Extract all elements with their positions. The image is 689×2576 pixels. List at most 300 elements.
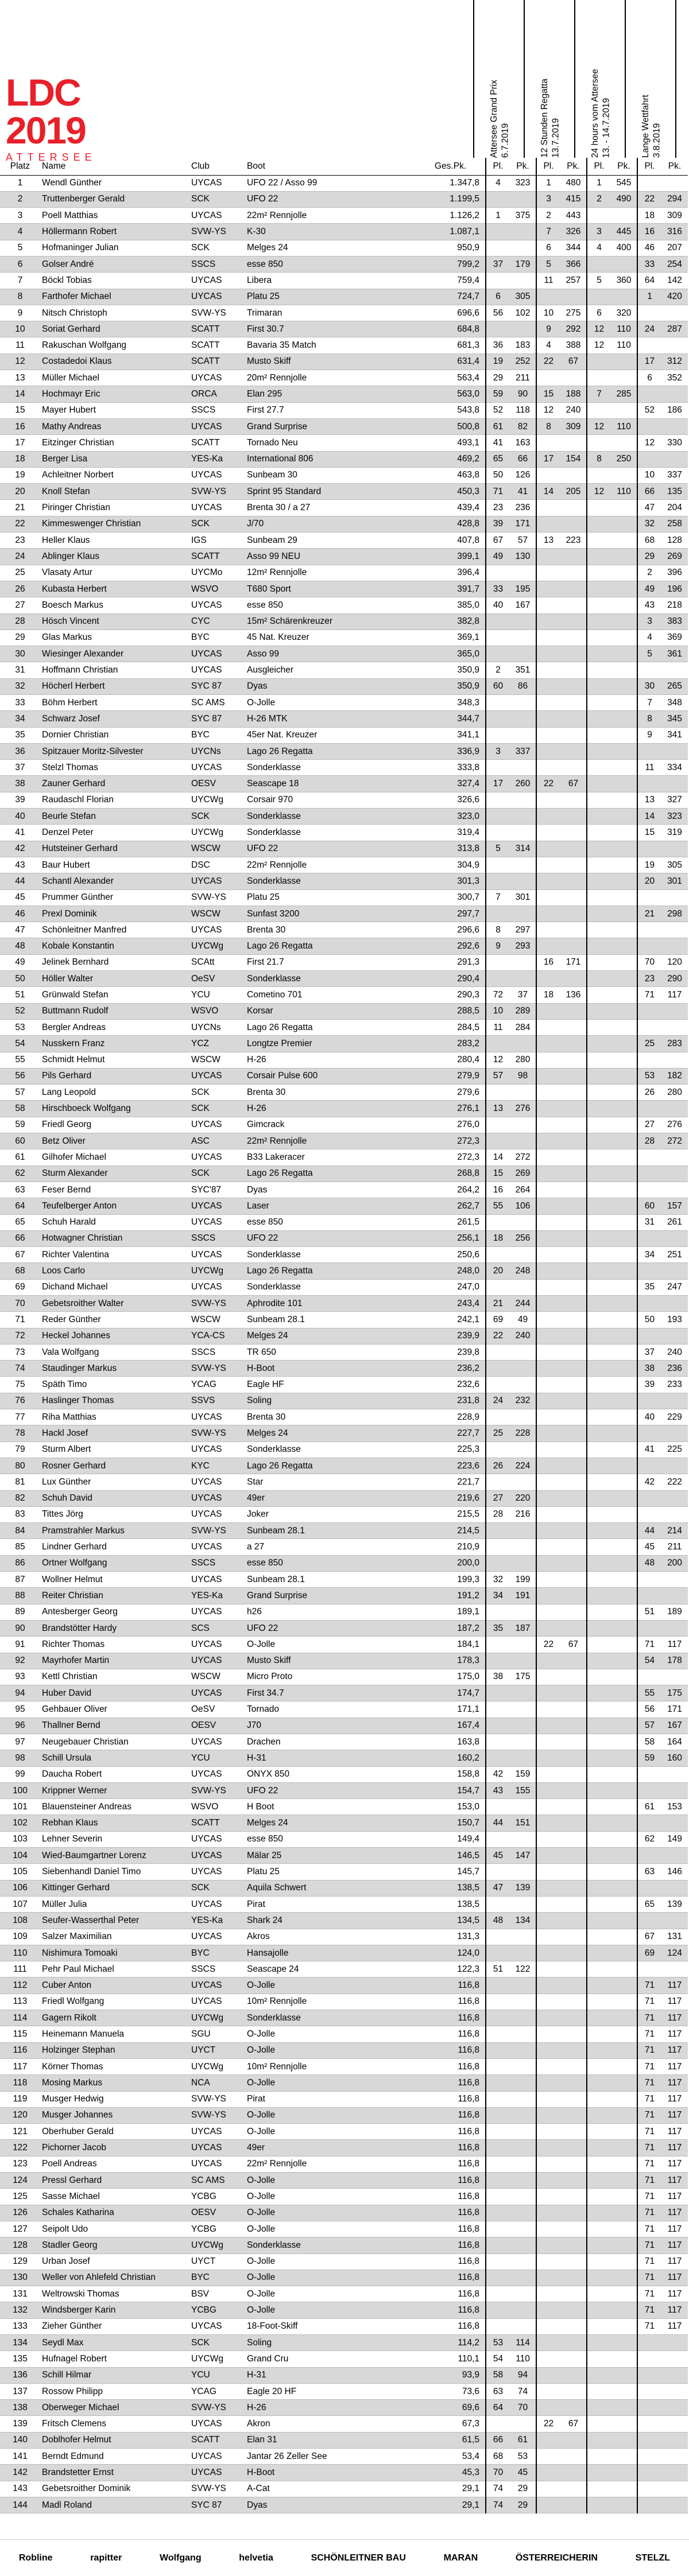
- cell-pl: [637, 1880, 661, 1896]
- cell-gespk: 110,1: [433, 2351, 486, 2367]
- cell-pk: [611, 1361, 637, 1377]
- cell-pl: [486, 1279, 510, 1295]
- cell-pk: 396: [661, 565, 688, 581]
- cell-pl: [536, 435, 560, 451]
- cell-pk: [510, 565, 536, 581]
- cell-pk: [560, 938, 587, 954]
- cell-name: Müller Michael: [40, 370, 189, 386]
- cell-pl: 42: [486, 1766, 510, 1782]
- cell-pk: [611, 516, 637, 532]
- table-row: [0, 386, 688, 402]
- cell-pl: 58: [637, 1734, 661, 1750]
- cell-boot: O-Jolle: [245, 2205, 433, 2221]
- cell-pl: [486, 2058, 510, 2074]
- cell-gespk: 382,8: [433, 613, 486, 630]
- cell-gespk: 391,7: [433, 581, 486, 597]
- cell-boot: Libera: [245, 273, 433, 289]
- cell-pl: 71: [637, 1637, 661, 1653]
- cell-boot: Soling: [245, 2334, 433, 2350]
- cell-club: BSV: [189, 2286, 245, 2302]
- cell-platz: 31: [0, 662, 40, 678]
- cell-gespk: 1.126,2: [433, 208, 486, 224]
- cell-pl: [587, 1490, 611, 1506]
- cell-club: UYCAS: [189, 273, 245, 289]
- cell-pl: [536, 2221, 560, 2237]
- cell-boot: UFO 22 / Asso 99: [245, 175, 433, 191]
- cell-platz: 19: [0, 467, 40, 483]
- cell-pl: 13: [637, 792, 661, 808]
- cell-platz: 4: [0, 224, 40, 240]
- cell-club: UYCAS: [189, 1896, 245, 1912]
- cell-pl: [486, 1523, 510, 1539]
- table-row: [0, 2432, 688, 2448]
- cell-pk: [661, 1425, 688, 1442]
- cell-pk: [611, 289, 637, 305]
- cell-pk: 117: [661, 2221, 688, 2237]
- cell-pl: [536, 1019, 560, 1035]
- cell-pk: 316: [661, 224, 688, 240]
- cell-pk: [510, 1929, 536, 1945]
- cell-pk: [611, 1133, 637, 1149]
- cell-pk: [560, 1734, 587, 1750]
- cell-pk: [560, 1328, 587, 1344]
- cell-pk: [611, 1831, 637, 1847]
- cell-pl: [587, 1718, 611, 1734]
- cell-pl: [587, 1019, 611, 1035]
- cell-pk: [510, 224, 536, 240]
- cell-pk: [611, 1653, 637, 1669]
- table-row: [0, 646, 688, 662]
- table-row: [0, 2075, 688, 2091]
- cell-name: Sturm Albert: [40, 1442, 189, 1458]
- cell-boot: Sonderklasse: [245, 1279, 433, 1295]
- cell-pl: [587, 1977, 611, 1994]
- cell-boot: Soling: [245, 1393, 433, 1409]
- table-row: [0, 760, 688, 776]
- cell-club: SCK: [189, 516, 245, 532]
- cell-platz: 126: [0, 2205, 40, 2221]
- cell-pl: [587, 1458, 611, 1474]
- cell-pk: 225: [661, 1442, 688, 1458]
- cell-pk: [661, 175, 688, 191]
- cell-pk: [611, 1425, 637, 1442]
- cell-club: UYCWg: [189, 825, 245, 841]
- cell-platz: 43: [0, 857, 40, 873]
- table-row: [0, 1198, 688, 1214]
- cell-pl: 70: [637, 954, 661, 970]
- cell-boot: Eagle HF: [245, 1377, 433, 1393]
- cell-pl: 8: [536, 418, 560, 434]
- cell-pl: 47: [637, 500, 661, 516]
- cell-pk: 136: [560, 987, 587, 1003]
- cell-pk: [510, 2173, 536, 2189]
- cell-club: SVW-YS: [189, 2481, 245, 2497]
- cell-pl: 50: [637, 1312, 661, 1328]
- cell-pk: 240: [560, 402, 587, 418]
- cell-gespk: 116,8: [433, 2140, 486, 2156]
- cell-pk: [661, 1490, 688, 1506]
- cell-pl: [536, 1214, 560, 1230]
- cell-pl: [587, 1344, 611, 1360]
- cell-pl: 57: [637, 1718, 661, 1734]
- cell-pl: [587, 370, 611, 386]
- cell-platz: 48: [0, 938, 40, 954]
- table-row: [0, 825, 688, 841]
- cell-platz: 8: [0, 289, 40, 305]
- cell-pl: [637, 1149, 661, 1165]
- cell-pk: [661, 1506, 688, 1522]
- cell-pk: [611, 2351, 637, 2367]
- cell-gespk: 1.087,1: [433, 224, 486, 240]
- cell-pl: 35: [637, 1279, 661, 1295]
- cell-pk: 106: [510, 1198, 536, 1214]
- cell-pl: 59: [486, 386, 510, 402]
- cell-pk: 330: [661, 435, 688, 451]
- cell-pl: 7: [536, 224, 560, 240]
- cell-pl: [587, 1377, 611, 1393]
- cell-gespk: 242,1: [433, 1312, 486, 1328]
- cell-pl: 8: [637, 711, 661, 727]
- cell-platz: 60: [0, 1133, 40, 1149]
- cell-pk: [661, 2449, 688, 2465]
- cell-pl: [587, 1701, 611, 1718]
- table-row: [0, 954, 688, 970]
- cell-pl: 54: [637, 1653, 661, 1669]
- cell-pk: [560, 516, 587, 532]
- cell-pk: 361: [661, 646, 688, 662]
- table-row: [0, 353, 688, 370]
- cell-pl: 8: [587, 451, 611, 467]
- cell-pk: [560, 1003, 587, 1019]
- table-row: [0, 2010, 688, 2026]
- cell-pl: 71: [637, 2221, 661, 2237]
- cell-pk: [560, 2140, 587, 2156]
- cell-pl: [637, 1669, 661, 1685]
- cell-name: Truttenberger Gerald: [40, 191, 189, 207]
- cell-pk: 128: [661, 533, 688, 549]
- cell-pl: [637, 1052, 661, 1068]
- cell-club: YCBG: [189, 2302, 245, 2318]
- cell-pl: 12: [637, 435, 661, 451]
- cell-pk: [611, 954, 637, 970]
- cell-pk: [560, 1864, 587, 1880]
- cell-club: SVW-YS: [189, 1523, 245, 1539]
- cell-club: YCU: [189, 2367, 245, 2383]
- cell-club: UYCAS: [189, 1539, 245, 1555]
- cell-pk: [611, 2253, 637, 2270]
- cell-gespk: 73,6: [433, 2383, 486, 2399]
- cell-pl: [486, 2318, 510, 2334]
- cell-pk: [510, 711, 536, 727]
- cell-pl: [486, 240, 510, 256]
- table-row: [0, 1377, 688, 1393]
- cell-pl: [637, 1425, 661, 1442]
- cell-pk: [611, 2026, 637, 2042]
- cell-pl: [536, 1279, 560, 1295]
- cell-pl: 6: [486, 289, 510, 305]
- cell-pl: [486, 1977, 510, 1994]
- cell-platz: 97: [0, 1734, 40, 1750]
- regatta-header-2: 12 Stunden Regatta 13.7.2019: [539, 79, 560, 158]
- cell-name: Höllermann Robert: [40, 224, 189, 240]
- cell-name: Gilhofer Michael: [40, 1149, 189, 1165]
- cell-pk: [611, 1977, 637, 1994]
- cell-pk: [611, 2367, 637, 2383]
- cell-pl: [536, 1344, 560, 1360]
- cell-pl: 21: [637, 906, 661, 922]
- cell-platz: 25: [0, 565, 40, 581]
- cell-pl: [587, 1442, 611, 1458]
- cell-pk: 204: [661, 500, 688, 516]
- cell-pl: [536, 2173, 560, 2189]
- cell-pl: 69: [486, 1312, 510, 1328]
- cell-name: Ablinger Klaus: [40, 549, 189, 565]
- cell-gespk: 272,3: [433, 1149, 486, 1165]
- cell-pl: [587, 2334, 611, 2350]
- table-row: [0, 2173, 688, 2189]
- cell-club: SC AMS: [189, 695, 245, 711]
- cell-pl: [536, 922, 560, 938]
- cell-boot: Corsair 970: [245, 792, 433, 808]
- cell-pk: [661, 1149, 688, 1165]
- cell-pk: [560, 1474, 587, 1490]
- cell-gespk: 228,9: [433, 1409, 486, 1425]
- cell-name: Salzer Maximilian: [40, 1929, 189, 1945]
- cell-club: UYCAS: [189, 1994, 245, 2010]
- cell-pk: [611, 841, 637, 857]
- cell-name: Staudinger Markus: [40, 1361, 189, 1377]
- cell-club: CYC: [189, 613, 245, 630]
- cell-pl: [536, 1198, 560, 1214]
- cell-platz: 112: [0, 1977, 40, 1994]
- cell-pl: [587, 1165, 611, 1182]
- cell-pl: 65: [486, 451, 510, 467]
- cell-pk: [611, 1214, 637, 1230]
- cell-boot: B33 Lakeracer: [245, 1149, 433, 1165]
- cell-gespk: 439,4: [433, 500, 486, 516]
- cell-pl: 19: [637, 857, 661, 873]
- cell-pl: [536, 2497, 560, 2513]
- cell-pk: [560, 500, 587, 516]
- cell-pk: 186: [661, 402, 688, 418]
- cell-gespk: 264,2: [433, 1182, 486, 1198]
- cell-pl: 1: [486, 208, 510, 224]
- cell-pl: 3: [486, 743, 510, 759]
- cell-pl: [486, 2205, 510, 2221]
- cell-pk: [560, 2124, 587, 2140]
- cell-name: Mathy Andreas: [40, 418, 189, 434]
- cell-pl: 15: [637, 825, 661, 841]
- cell-pl: [536, 2286, 560, 2302]
- cell-pl: [587, 2383, 611, 2399]
- cell-name: Golser André: [40, 256, 189, 272]
- cell-gespk: 116,8: [433, 2237, 486, 2253]
- cell-pl: [536, 2253, 560, 2270]
- cell-pl: [637, 1182, 661, 1198]
- cell-pl: [486, 273, 510, 289]
- cell-pk: [560, 1799, 587, 1815]
- cell-pk: 284: [510, 1019, 536, 1035]
- cell-boot: Trimaran: [245, 305, 433, 321]
- cell-gespk: 493,1: [433, 435, 486, 451]
- cell-platz: 89: [0, 1604, 40, 1620]
- cell-boot: Tornado Neu: [245, 435, 433, 451]
- cell-pl: [587, 1003, 611, 1019]
- cell-pl: [587, 922, 611, 938]
- cell-club: UYCAS: [189, 1214, 245, 1230]
- cell-platz: 76: [0, 1393, 40, 1409]
- cell-pl: 25: [637, 1036, 661, 1052]
- cell-pk: 67: [560, 2416, 587, 2432]
- cell-gespk: 262,7: [433, 1198, 486, 1214]
- cell-pl: [587, 1474, 611, 1490]
- table-row: [0, 678, 688, 694]
- cell-pk: [611, 1782, 637, 1798]
- cell-name: Grünwald Stefan: [40, 987, 189, 1003]
- cell-pk: [560, 1442, 587, 1458]
- cell-pl: 26: [637, 1085, 661, 1101]
- cell-pk: 275: [560, 305, 587, 321]
- cell-pk: [611, 938, 637, 954]
- cell-club: UYCAS: [189, 1929, 245, 1945]
- table-row: [0, 175, 688, 191]
- cell-club: NCA: [189, 2075, 245, 2091]
- cell-club: SCK: [189, 191, 245, 207]
- table-row: [0, 516, 688, 532]
- table-row: [0, 1555, 688, 1571]
- table-row: [0, 435, 688, 451]
- cell-pl: 42: [637, 1474, 661, 1490]
- cell-pk: [560, 2205, 587, 2221]
- cell-pl: [587, 760, 611, 776]
- cell-pk: [510, 1604, 536, 1620]
- cell-pl: 50: [486, 467, 510, 483]
- cell-gespk: 290,4: [433, 971, 486, 987]
- cell-platz: 36: [0, 743, 40, 759]
- cell-club: OESV: [189, 776, 245, 792]
- cell-pl: [536, 2156, 560, 2172]
- cell-name: Boesch Markus: [40, 597, 189, 613]
- table-row: [0, 2367, 688, 2383]
- cell-boot: ONYX 850: [245, 1766, 433, 1782]
- cell-pl: [536, 2351, 560, 2367]
- cell-pk: 400: [611, 240, 637, 256]
- table-row: [0, 467, 688, 483]
- cell-pk: [560, 1230, 587, 1246]
- cell-pk: [560, 630, 587, 646]
- cell-pl: 17: [637, 353, 661, 370]
- cell-gespk: 116,8: [433, 1977, 486, 1994]
- cell-name: Dichand Michael: [40, 1279, 189, 1295]
- cell-pk: 257: [560, 273, 587, 289]
- cell-boot: Lago 26 Regatta: [245, 1263, 433, 1279]
- cell-pl: 70: [486, 2465, 510, 2481]
- cell-pk: [510, 971, 536, 987]
- cell-platz: 27: [0, 597, 40, 613]
- cell-pl: [587, 2124, 611, 2140]
- cell-name: Hösch Vincent: [40, 613, 189, 630]
- cell-pk: 117: [661, 2270, 688, 2286]
- cell-pl: [587, 565, 611, 581]
- cell-club: IGS: [189, 533, 245, 549]
- cell-pk: [560, 792, 587, 808]
- cell-platz: 80: [0, 1458, 40, 1474]
- cell-gespk: 138,5: [433, 1896, 486, 1912]
- cell-boot: Elan 31: [245, 2432, 433, 2448]
- cell-pl: [587, 1052, 611, 1068]
- cell-pk: [560, 1247, 587, 1263]
- cell-pl: [637, 1019, 661, 1035]
- cell-pl: [486, 1442, 510, 1458]
- cell-platz: 3: [0, 208, 40, 224]
- cell-gespk: 184,1: [433, 1637, 486, 1653]
- cell-boot: Elan 295: [245, 386, 433, 402]
- cell-pl: 33: [486, 581, 510, 597]
- cell-pl: [587, 1263, 611, 1279]
- table-row: [0, 370, 688, 386]
- cell-pl: [536, 1085, 560, 1101]
- cell-pk: [560, 1458, 587, 1474]
- cell-pl: 53: [637, 1068, 661, 1084]
- cell-name: Prummer Günther: [40, 889, 189, 906]
- cell-gespk: 114,2: [433, 2334, 486, 2350]
- cell-pk: 348: [661, 695, 688, 711]
- table-row: [0, 1425, 688, 1442]
- cell-club: SYC 87: [189, 2497, 245, 2513]
- table-row: [0, 1295, 688, 1311]
- cell-pk: 117: [661, 2253, 688, 2270]
- cell-pk: [560, 1312, 587, 1328]
- cell-pk: 214: [661, 1523, 688, 1539]
- cell-boot: 15m² Schärenkreuzer: [245, 613, 433, 630]
- cell-name: Wollner Helmut: [40, 1572, 189, 1588]
- cell-gespk: 301,3: [433, 873, 486, 889]
- cell-pk: 211: [661, 1539, 688, 1555]
- cell-club: BYC: [189, 2270, 245, 2286]
- cell-pk: [661, 2481, 688, 2497]
- cell-pl: 41: [486, 435, 510, 451]
- cell-platz: 55: [0, 1052, 40, 1068]
- cell-boot: Melges 24: [245, 1328, 433, 1344]
- cell-gespk: 336,9: [433, 743, 486, 759]
- cell-club: UYCAS: [189, 1766, 245, 1782]
- cell-platz: 81: [0, 1474, 40, 1490]
- cell-pk: 280: [661, 1085, 688, 1101]
- cell-pl: [587, 1198, 611, 1214]
- cell-platz: 86: [0, 1555, 40, 1571]
- cell-gespk: 385,0: [433, 597, 486, 613]
- cell-pk: [560, 662, 587, 678]
- cell-pl: 24: [637, 321, 661, 337]
- divider: [473, 0, 474, 158]
- cell-pl: [637, 1263, 661, 1279]
- cell-gespk: 178,3: [433, 1653, 486, 1669]
- cell-pl: [536, 1848, 560, 1864]
- cell-pk: 254: [661, 256, 688, 272]
- cell-gespk: 69,6: [433, 2400, 486, 2416]
- cell-pk: [510, 2205, 536, 2221]
- cell-platz: 59: [0, 1117, 40, 1133]
- cell-pl: 20: [637, 873, 661, 889]
- cell-pl: 14: [637, 809, 661, 825]
- cell-gespk: 304,9: [433, 857, 486, 873]
- cell-pl: [587, 2416, 611, 2432]
- cell-gespk: 124,0: [433, 1945, 486, 1961]
- cell-platz: 122: [0, 2140, 40, 2156]
- cell-pk: 305: [661, 857, 688, 873]
- cell-platz: 65: [0, 1214, 40, 1230]
- cell-pk: [661, 922, 688, 938]
